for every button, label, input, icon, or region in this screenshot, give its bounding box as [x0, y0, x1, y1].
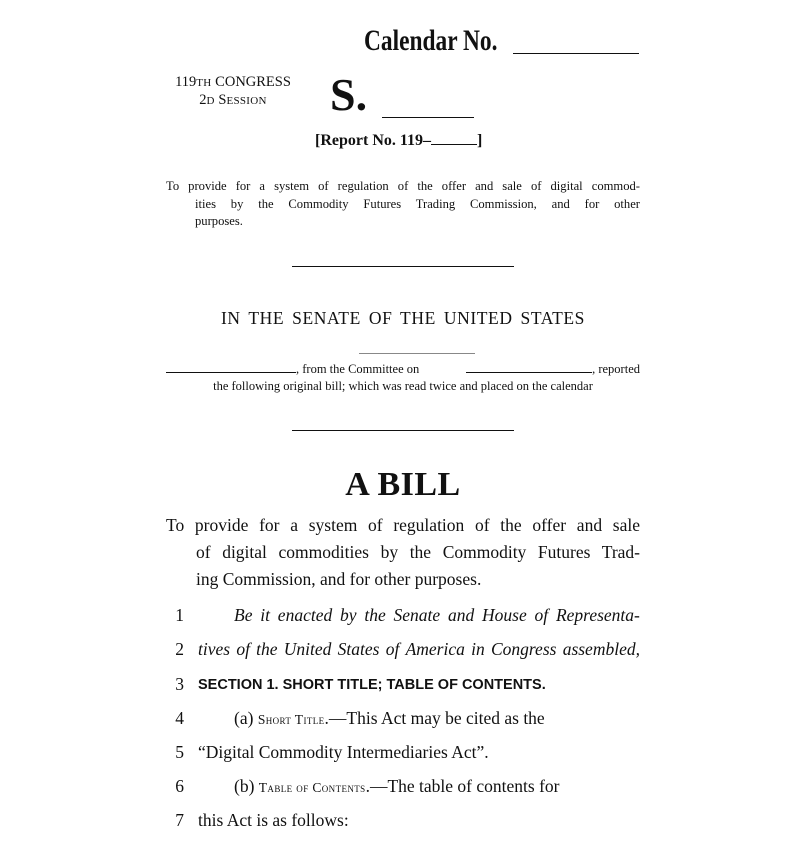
- divider-rule: [292, 430, 514, 431]
- calendar-number-blank: [513, 53, 639, 54]
- subsection-text: .—This Act may be cited as the: [324, 708, 545, 728]
- subsection-label: [234, 708, 545, 729]
- line-number: 1: [175, 605, 184, 625]
- committee-line: the following original bill; which was read twice and placed on the calendar: [213, 379, 593, 393]
- bill-title: A BILL: [345, 466, 461, 503]
- subsection-title: Table of Contents: [258, 780, 366, 795]
- from-committee-text: , from the Committee on: [296, 362, 420, 376]
- report-close: ]: [476, 132, 483, 149]
- subsection-table-of-contents: [234, 776, 640, 797]
- subsection-prefix: (a): [234, 708, 258, 728]
- committee-report-text: [166, 361, 640, 395]
- short-title-text: “Digital Commodity Intermediaries Act”.: [198, 742, 489, 762]
- calendar-label: Calendar No.: [364, 24, 498, 57]
- subsection-text: .—The table of contents for: [365, 776, 560, 796]
- line-number: 3: [175, 674, 184, 694]
- congress-session-block: [166, 74, 300, 110]
- divider-rule-thin: [359, 353, 475, 354]
- enacting-clause: Be it enacted by the Senate and House of Representa-: [234, 605, 640, 625]
- section-heading: SECTION 1. SHORT TITLE; TABLE OF CONTENTS.: [198, 677, 546, 693]
- subsection-label: [234, 776, 560, 797]
- report-number: [315, 132, 482, 150]
- bill-prefix: S.: [330, 69, 368, 120]
- subsection-short-title: [234, 708, 640, 729]
- line-number: 7: [175, 810, 184, 830]
- toc-intro-text: this Act is as follows:: [198, 810, 349, 830]
- bill-purpose: [166, 512, 640, 593]
- purpose-line: of digital commodities by the Commodity Futures Trad-: [196, 542, 640, 562]
- committee-line: [166, 361, 640, 378]
- report-number-blank: [431, 132, 477, 145]
- line-number: 2: [175, 639, 184, 659]
- line-number: 5: [175, 742, 184, 762]
- committee-blank: [466, 362, 592, 373]
- reported-text: , reported: [592, 362, 640, 376]
- purpose-line: To provide for a system of regulation of the offer and sale: [166, 515, 640, 535]
- summary-line: purposes.: [195, 214, 243, 228]
- enacting-clause: tives of the United States of America in Congress assembled,: [198, 639, 640, 659]
- summary-line: To provide for a system of regulation of the offer and sale of digital commod-: [166, 179, 640, 193]
- report-label: [Report No. 119–: [315, 132, 431, 149]
- subsection-prefix: (b): [234, 776, 259, 796]
- bill-summary: [166, 178, 640, 231]
- summary-line: ities by the Commodity Futures Trading Commission, and for other: [195, 196, 640, 211]
- purpose-line: ing Commission, and for other purposes.: [196, 569, 482, 589]
- line-number: 6: [175, 776, 184, 796]
- divider-rule: [292, 266, 514, 267]
- line-number: 4: [175, 708, 184, 728]
- session-label: 2D SESSION: [199, 92, 267, 108]
- senate-heading: IN THE SENATE OF THE UNITED STATES: [221, 308, 585, 328]
- congress-label: 119TH CONGRESS: [175, 74, 291, 90]
- subsection-title: Short Title: [257, 712, 325, 727]
- bill-number-blank: [382, 117, 474, 118]
- sponsor-blank: [166, 362, 296, 373]
